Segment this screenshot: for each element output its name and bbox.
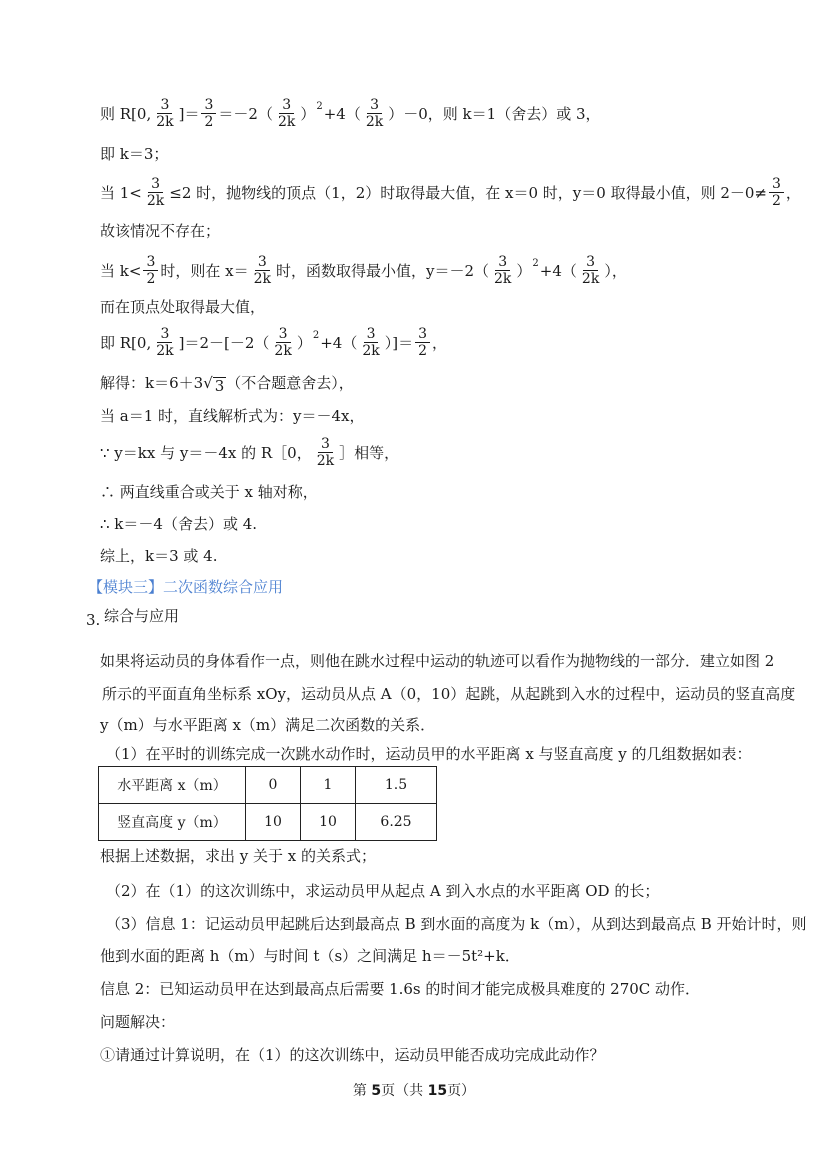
text: ）]＝ — [384, 333, 414, 352]
solution-line-1 — [100, 97, 601, 130]
numerator: 3 — [364, 326, 379, 343]
fraction — [415, 326, 430, 359]
text: 即 R[0, — [100, 333, 152, 352]
text: +4（ — [320, 333, 358, 352]
text: ）， — [604, 261, 627, 280]
radical-sign: √ — [203, 374, 213, 392]
intro-line-2: 所示的平面直角坐标系 xOy，运动员从点 A（0，10）起跳，从起跳到入水的过程中，运动员的竖直高度 — [102, 685, 796, 703]
fraction — [275, 97, 298, 130]
footer-text: 第 — [352, 1083, 372, 1099]
superscript: 2 — [532, 257, 539, 269]
text: ］相等， — [339, 443, 400, 462]
solution-line-2: 即 k＝3； — [100, 145, 169, 163]
fraction — [363, 97, 386, 130]
text: ， — [432, 333, 448, 352]
question-title: 综合与应用 — [104, 607, 180, 625]
text: ∵ y＝kx 与 y＝－4x 的 R［0， — [100, 443, 312, 462]
denominator: 2k — [156, 343, 174, 359]
part-2-text: （2）在（1）的这次训练中，求运动员甲从起点 A 到入水点的水平距离 OD 的长； — [106, 882, 660, 900]
part-3-text-b: 他到水面的距离 h（m）与时间 t（s）之间满足 h＝－5t²+k． — [100, 947, 520, 965]
fraction — [143, 254, 158, 287]
denominator: 2k — [494, 271, 512, 287]
text: ]＝2－[－2（ — [178, 333, 270, 352]
numerator: 3 — [148, 176, 163, 193]
table-cell: 1.5 — [356, 767, 437, 804]
footer-text: 页） — [447, 1083, 476, 1099]
superscript: 2 — [312, 329, 320, 341]
text: ） — [296, 333, 312, 352]
fraction — [491, 254, 514, 287]
table-row — [99, 804, 437, 841]
denominator: 2k — [365, 114, 384, 130]
fraction — [153, 326, 176, 359]
fraction — [359, 326, 382, 359]
denominator: 2k — [156, 114, 174, 130]
fraction — [769, 176, 784, 209]
solution-line-10 — [100, 436, 399, 469]
superscript: 2 — [316, 100, 323, 112]
solution-line-5 — [100, 254, 627, 287]
text: ） — [516, 261, 532, 280]
text: ]＝ — [178, 104, 200, 123]
data-table — [98, 766, 437, 841]
numerator: 3 — [157, 97, 172, 114]
text: ） — [300, 104, 316, 123]
square-root — [203, 372, 226, 394]
solution-line-13: 综上，k＝3 或 4. — [100, 547, 218, 565]
denominator: 2 — [772, 193, 781, 209]
text: 时，函数取得最小值，y＝－2（ — [275, 261, 490, 280]
text: 当 1< — [100, 183, 142, 202]
fraction — [144, 176, 167, 209]
fraction — [314, 436, 337, 469]
denominator: 2 — [146, 271, 156, 287]
intro-line-1: 如果将运动员的身体看作一点，则他在跳水过程中运动的轨迹可以看作为抛物线的一部分．建立如图 2 — [100, 652, 775, 670]
numerator: 3 — [201, 97, 216, 114]
denominator: 2k — [316, 453, 335, 469]
question-number: 3. — [86, 611, 101, 629]
solution-line-7 — [100, 326, 447, 359]
info-2-text: 信息 2：已知运动员甲在达到最高点后需要 1.6s 的时间才能完成极具难度的 270C 动作． — [100, 980, 701, 998]
fraction — [271, 326, 294, 359]
numerator: 3 — [157, 326, 172, 343]
text: +4（ — [323, 104, 361, 123]
table-header-cell: 水平距离 x（m） — [99, 767, 246, 804]
denominator: 2k — [274, 343, 292, 359]
text: ＝－2（ — [218, 104, 273, 123]
denominator: 2k — [362, 343, 380, 359]
text: （不合题意舍去）， — [226, 374, 354, 392]
numerator: 3 — [415, 326, 430, 343]
section-heading: 【模块三】二次函数综合应用 — [88, 578, 284, 596]
numerator: 3 — [276, 326, 291, 343]
numerator: 3 — [255, 254, 270, 271]
numerator: 3 — [143, 254, 158, 271]
intro-line-3: y（m）与水平距离 x（m）满足二次函数的关系． — [100, 716, 436, 734]
numerator: 3 — [367, 97, 382, 114]
page-number: 5 — [371, 1083, 382, 1099]
text: ≤2 时，抛物线的顶点（1，2）时取得最大值，在 x＝0 时，y＝0 取得最小值，则 2－0≠ — [169, 183, 767, 202]
numerator: 3 — [583, 254, 598, 271]
denominator: 2 — [418, 343, 427, 359]
total-pages: 15 — [427, 1083, 448, 1099]
table-cell: 1 — [301, 767, 356, 804]
fraction — [201, 97, 216, 130]
radicand: 3 — [214, 377, 225, 395]
text: 则 R[0, — [100, 104, 152, 123]
text: ， — [785, 183, 801, 202]
fraction — [153, 97, 176, 130]
footer-text: 页（共 — [381, 1083, 428, 1099]
text: 当 k< — [100, 261, 142, 280]
numerator: 3 — [318, 436, 333, 453]
denominator: 2k — [146, 193, 165, 209]
text: 时，则在 x＝ — [160, 261, 249, 280]
numerator: 3 — [769, 176, 784, 193]
table-cell: 10 — [301, 804, 356, 841]
denominator: 2k — [253, 271, 271, 287]
numerator: 3 — [279, 97, 294, 114]
denominator: 2k — [581, 271, 600, 287]
denominator: 2 — [204, 114, 214, 130]
solution-line-11: ∴ 两直线重合或关于 x 轴对称， — [100, 483, 318, 501]
solution-line-4: 故该情况不存在； — [100, 222, 221, 240]
fraction — [579, 254, 602, 287]
part-1-text: （1）在平时的训练完成一次跳水动作时，运动员甲的水平距离 x 与竖直高度 y 的几组数据如表： — [106, 745, 752, 763]
after-table-text: 根据上述数据，求出 y 关于 x 的关系式； — [100, 847, 377, 865]
solution-line-12: ∴ k＝－4（舍去）或 4. — [100, 515, 258, 533]
numerator: 3 — [495, 254, 510, 271]
part-3-text-a: （3）信息 1：记运动员甲起跳后达到最高点 B 到水面的高度为 k（m），从到达到最高点 B 开始计时，则 — [106, 915, 807, 933]
table-cell: 10 — [246, 804, 301, 841]
solution-line-3 — [100, 176, 801, 209]
solution-line-6: 而在顶点处取得最大值， — [100, 298, 266, 316]
text: 解得：k＝6＋3 — [100, 374, 204, 392]
text: +4（ — [539, 261, 577, 280]
solution-line-9: 当 a＝1 时，直线解析式为：y＝－4x， — [100, 407, 365, 425]
fraction — [251, 254, 274, 287]
page-footer — [0, 1080, 828, 1100]
denominator: 2k — [277, 114, 296, 130]
sub-question-1: ①请通过计算说明，在（1）的这次训练中，运动员甲能否成功完成此动作？ — [100, 1046, 605, 1064]
solution-line-8 — [100, 372, 354, 394]
table-row — [99, 767, 437, 804]
table-cell: 6.25 — [356, 804, 437, 841]
table-header-cell: 竖直高度 y（m） — [99, 804, 246, 841]
table-cell: 0 — [246, 767, 301, 804]
problem-label: 问题解决： — [100, 1013, 176, 1031]
text: ）－0，则 k＝1（舍去）或 3， — [388, 104, 601, 123]
